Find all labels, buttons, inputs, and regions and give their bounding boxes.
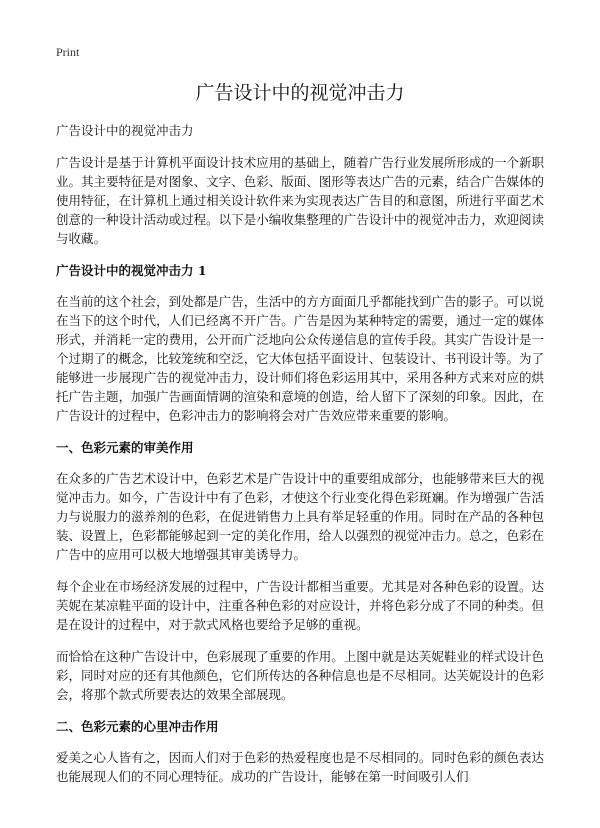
paragraph-b1: 爱美之心人皆有之，因而人们对于色彩的热爱程度也是不尽相同的。同时色彩的颜色表达也能展现人们的不同心理特征。成功的广告设计，能够在第一时间吸引人们 [56,750,544,784]
paragraph-a1: 在众多的广告艺术设计中，色彩艺术是广告设计中的重要组成部分，也能够带来巨大的视觉冲击力。如今，广告设计中有了色彩，才使这个行业变化得色彩斑斓。作为增强广告活力与说服力的滋养剂的色彩，在促进销售力上具有举足轻重的作用。同时在产品的各种包装、设置上，色彩都能够起到一定的美化作用，给人以强烈的视觉冲击力。总之，色彩在广告中的应用可以极大地增强其审美诱导力。 [56,471,544,562]
section-heading-1: 广告设计中的视觉冲击力 1 [56,263,207,278]
section-1-paragraph: 在当前的这个社会，到处都是广告，生活中的方方面面几乎都能找到广告的影子。可以说在当下的这个时代，人们已经离不开广告。广告是因为某种特定的需要，通过一定的媒体形式，并消耗一定的费用，公开而广泛地向公众传递信息的宣传手段。其实广告设计是一个过期了的概念，比较笼统和空泛，它大体包括平面设计、包装设计、书刊设计等。为了能够进一步展现广告的视觉冲击力，设计师们将色彩运用其中，采用各种方式来对应的烘托广告主题，加强广告画面情调的渲染和意境的创造，给人留下了深刻的印象。因此，在广告设计的过程中，色彩冲击力的影响将会对广告效应带来重要的影响。 [56,294,544,423]
heading-color-aesthetic: 一、色彩元素的审美作用 [56,440,194,455]
intro-paragraph: 广告设计是基于计算机平面设计技术应用的基础上，随着广告行业发展所形成的一个新职业。其主要特征是对图象、文字、色彩、版面、图形等表达广告的元素，结合广告媒体的使用特征，在计算机上通过相关设计软件来为实现表达广告目的和意图，所进行平面艺术创意的一种设计活动或过程。以下是小编收集整理的广告设计中的视觉冲击力，欢迎阅读与收藏。 [56,155,544,246]
article-subtitle: 广告设计中的视觉冲击力 [56,123,194,138]
article-body [56,121,544,799]
paragraph-a3: 而恰恰在这种广告设计中，色彩展现了重要的作用。上图中就是达芙妮鞋业的样式设计色彩，同时对应的还有其他颜色，它们所传达的各种信息也是不尽相同。达芙妮设计的色彩会，将那个款式所要表达的效果全部展现。 [56,649,544,702]
heading-color-psychology: 二、色彩元素的心里冲击作用 [56,719,219,734]
print-link[interactable]: Print [56,45,80,59]
paragraph-a2: 每个企业在市场经济发展的过程中，广告设计都相当重要。尤其是对各种色彩的设置。达芙妮在某凉鞋平面的设计中，注重各种色彩的对应设计，并将色彩分成了不同的种类。但是在设计的过程中，对于款式风格也要给予足够的重视。 [56,579,544,632]
page-title: 广告设计中的视觉冲击力 [195,82,405,104]
